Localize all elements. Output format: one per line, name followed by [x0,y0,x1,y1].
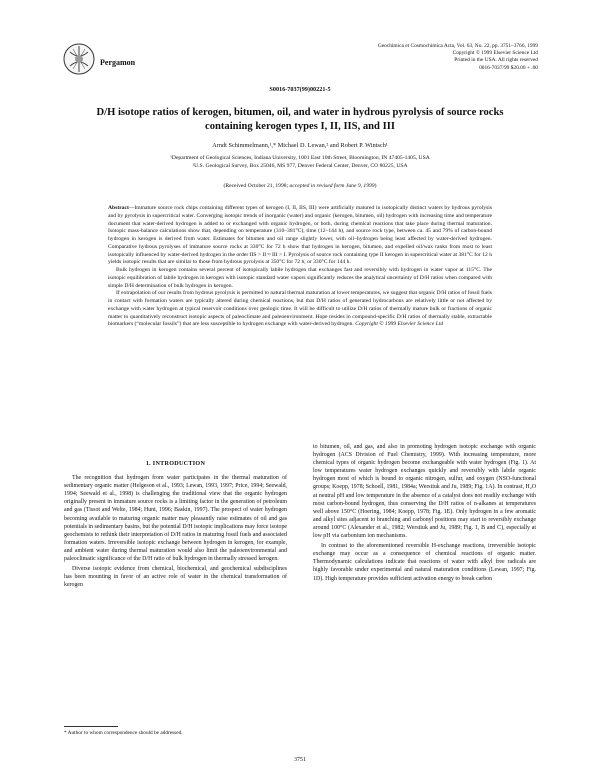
footnote-divider [64,726,118,727]
pergamon-logo-icon [62,42,96,76]
right-column [313,443,536,583]
accepted-text: accepted in revised form June 9, 1999 [289,183,375,189]
abstract-text: —Immature source rock chips containing different types of kerogen (I, II, IIS, III) were artificially matured in isotopically distinct waters by hydrous pyrolysis and by pyrolysis in supercritical water. Converging isotopic trends of inorganic (water) and organic (kerogen, bitumen, oil) hydrogen with increasing time and temperature document that water-derived hydrogen is added to or exchanged with organic hydrogen, or both, during chemical reactions that take place during thermal maturation. Isotopic mass-balance calculations show that, depending on temperature (310–381°C), time (12–144 h), and source rock type, between ca. 45 and 79% of carbon-bound hydrogen in kerogen is derived from water. Estimates for bitumen and oil range slightly lower, with oil–hydrogen being least affected by water-derived hydrogen. Comparative hydrous pyrolyses of immature source rocks at 330°C for 72 h show that hydrogen in kerogen, bitumen, and expelled oil/wax ranks from most to least isotopically influenced by water-derived hydrogen in the order IIS > II ≈ III > I. Pyrolysis of source rock containing type II kerogen in supercritical water at 381°C for 12 h yields isotopic results that are similar to those from hydrous pyrolysis at 350°C for 72 h, or 330°C for 144 h. [108,205,492,266]
affiliation-1: ¹Department of Geological Sciences, Indiana University, 1001 East 10th Street, Bloomington, IN 47405-1405, USA [170,155,430,161]
journal-line: 0016-7037/99 $20.00 + .00 [479,64,538,71]
page-number: 3751 [294,757,306,763]
body-paragraph: In contrast to the aforementioned reversible H-exchange reactions, irreversible isotopic exchange may occur as a consequence of chemical reactions of organic matter. Thermodynamic calculations indicate that reactions of water with alkyl free radicals are highly favorable under experimental and natural maturation conditions (Lewan, 1997; Fig. 1D). High temperature provides sufficient activation energy to break carbon [313,543,536,582]
pii-code: S0016-7037(99)00221-5 [269,86,331,93]
journal-line: Copyright © 1999 Elsevier Science Ltd [452,50,538,57]
title-line: D/H isotope ratios of kerogen, bitumen, oil, and water in hydrous pyrolysis of source rocks [96,107,504,118]
left-column [64,460,287,589]
body-paragraph: The recognition that hydrogen from water participates in the thermal maturation of sedimentary organic matter (Helgeson et al., 1993; Lewan, 1993, 1997; Price, 1994; Seewald, 1994; Seewald et al., 1998) is challenging the traditional view that the organic hydrogen originally present in immature source rocks is a limiting factor in the generation of petroleum and gas (Tissot and Welte, 1984; Hunt, 1996; Baskin, 1997). The prospect of water hydrogen becoming available to maturing organic matter may pleasantly raise estimates of oil and gas potentials in sedimentary basins, but the potential D/H isotopic implications may force isotope geochemists to rethink their interpretation of D/H ratios in maturing fossil fuels and associated formation waters. Irreversible isotopic exchange between hydrogen in kerogen, for example, and ambient water during thermal maturation would also limit the paleoenvironmental and paleoclimatic significance of the D/H ratio of bulk hydrogen in thermally stressed kerogen. [64,475,287,563]
publisher-name: Pergamon [100,58,136,67]
abstract-text: If extrapolation of our results from hydrous pyrolysis is permitted to natural thermal maturation at lower temperatures, we suggest that organic D/H ratios of fossil fuels in contact with formation waters are typically altered during chemical reactions, but that D/H ratios of generated hydrocarbons are relatively little or not affected by exchange with water hydrogen at typical reservoir conditions over geologic time. It will be difficult to utilize D/H ratios of thermally mature bulk or fractions of organic matter to quantitatively reconstruct isotopic aspects of paleoclimate and paleoenvironment. Hope resides in compound-specific D/H ratios of thermally stable, extractable biomarkers (“molecular fossils”) that are less susceptible to hydrogen exchange with water-derived hydrogen. [108,290,492,328]
abstract [108,205,492,329]
journal-citation [378,43,538,72]
journal-line: Geochimica et Cosmochimica Acta, Vol. 63, No. 22, pp. 3751–3766, 1999 [377,43,538,49]
abstract-paragraph [108,205,492,267]
abstract-label: Abstract [108,205,129,211]
title-line: containing kerogen types I, II, IIS, and III [205,121,395,132]
abstract-copyright: Copyright © 1999 Elsevier Science Ltd [355,321,444,328]
affiliation-2: ²U.S. Geological Survey, Box 25046, MS 977, Denver Federal Center, Denver, CO 80225, USA [192,163,408,169]
section-heading: 1. INTRODUCTION [145,461,206,467]
body-paragraph: Diverse isotopic evidence from chemical, biochemical, and geochemical subdisciplines has been mounting in favor of an active role of water in the chemical transformation of kerogen [64,566,287,589]
journal-line: Printed in the USA. All rights reserved [454,57,538,64]
abstract-paragraph [108,290,492,329]
received-dates [0,183,600,189]
body-paragraph: to bitumen, oil, and gas, and also in promoting hydrogen isotopic exchange with organic hydrogen (ACS Division of Fuel Chemistry, 1999). With increasing temperature, more chemical types of organic hydrogen become exchangeable with water hydrogen (Fig. 1). At low temperatures water hydrogen exchanges quickly and reversibly with labile organic hydrogen most of which is bound to organic nitrogen, sulfur, and oxygen (NSO-functional groups; Koepp, 1978; Schoell, 1981, 1984a; Werstiuk and Ju, 1989; Fig. 1A). In contrast, H₂O at neutral pH and low temperature in the absence of a catalyst does not readily exchange with most carbon-bound hydrogen, thus conserving the D/H ratios of n-alkanes at temperatures well above 150°C (Hoering, 1984; Koepp, 1978; Fig. 1E). Only hydrogen in a few aromatic and alkyl sites adjacent to branching and carbonyl positions may start to reversibly exchange around 100°C (Alexander et al., 1982; Werstiuk and Ju, 1989; Fig. 1, B and C), especially at low pH via carbonium ion mechanisms. [313,444,536,540]
received-close: ) [374,183,377,189]
abstract-paragraph: Bulk hydrogen in kerogen contains several percent of isotopically labile hydrogen that exchanges fast and reversibly with hydrogen in water vapor at 115°C. The isotopic equilibration of labile hydrogen in kerogen with isotopic standard water vapors significantly reduces the analytical uncertainty of D/H ratios when compared with simple D/H determination of bulk hydrogen in kerogen. [108,267,492,289]
footnote: * Author to whom correspondence should be addressed. [64,730,183,736]
received-text: (Received October 21, 1998; [223,183,290,189]
author-list: Arndt Schimmelmann,¹,* Michael D. Lewan,² and Robert P. Wintsch¹ [212,142,388,149]
paper-title [60,106,540,134]
